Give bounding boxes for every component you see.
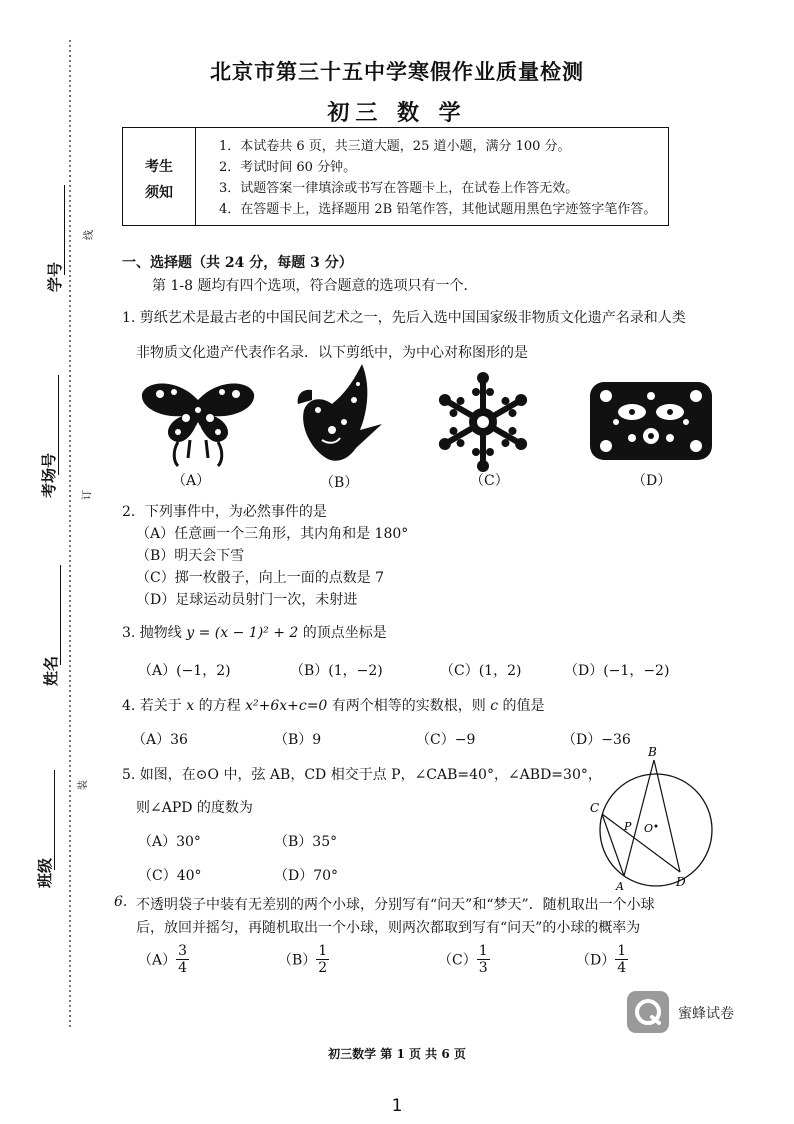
section-heading: 一、选择题（共 24 分，每题 3 分） (122, 255, 353, 271)
q2-option-d: （D）足球运动员射门一次，未射进 (136, 592, 358, 608)
label-xingming: 姓名 (42, 655, 60, 686)
denominator: 4 (617, 960, 627, 976)
label-banji: 班级 (36, 857, 54, 888)
q2-option-c: （C）掷一枚骰子，向上一面的点数是 7 (136, 570, 385, 586)
exam-subtitle: 初三 数 学 (327, 100, 467, 126)
fraction (316, 943, 329, 976)
label-p: P (624, 820, 632, 833)
label-xuehao: 学号 (46, 261, 64, 292)
notice-head-line1: 考生 (145, 159, 173, 175)
label-d: D (676, 875, 686, 889)
q6-option-a-label: （A） (138, 952, 177, 969)
q5-option-a: （A）30° (138, 834, 201, 850)
notice-item: 3．试题答案一律填涂或书写在答题卡上，在试卷上作答无效。 (219, 181, 579, 196)
q1-label-c: （C） (470, 473, 509, 489)
q4-var-x: x (186, 698, 195, 714)
blank-banji[interactable] (54, 770, 56, 870)
blank-xuehao[interactable] (64, 185, 66, 275)
exam-title: 北京市第三十五中学寒假作业质量检测 (210, 59, 584, 84)
fraction (477, 943, 490, 976)
q4-stem-mid: 的方程 (194, 698, 246, 714)
q6-option-d-label: （D） (576, 952, 616, 969)
q2-stem: 2．下列事件中，为必然事件的是 (122, 504, 327, 520)
fraction (176, 943, 189, 976)
q3-option-d: （D）(−1，−2) (564, 663, 670, 679)
binding-dashed-line (60, 40, 80, 1040)
q5-stem-line1: 5. 如图，在⊙O 中，弦 AB，CD 相交于点 P，∠CAB=40°，∠ABD=30°， (122, 767, 602, 783)
q5-option-d: （D）70° (274, 868, 339, 884)
q4-var-c: c (490, 698, 499, 714)
notice-item: 2．考试时间 60 分钟。 (219, 160, 357, 175)
q6-option-b-label: （B） (278, 952, 317, 969)
notice-header-cell (123, 128, 196, 225)
q6-option-b (278, 943, 329, 976)
q5-option-c: （C）40° (138, 868, 202, 884)
watermark-logo-icon (626, 990, 670, 1034)
numerator: 1 (617, 943, 627, 959)
q1-stem-line1: 1. 剪纸艺术是最古老的中国民间艺术之一，先后入选中国国家级非物质文化遗产名录和人类 (122, 310, 686, 326)
q6-number: 6. (114, 894, 128, 910)
denominator: 3 (478, 960, 488, 976)
q1-label-a: （A） (172, 473, 211, 489)
numerator: 3 (178, 943, 188, 959)
q3-option-a: （A）(−1，2) (138, 663, 231, 679)
notice-item: 4．在答题卡上，选择题用 2B 铅笔作答，其他试题用黑色字迹签字笔作答。 (219, 202, 657, 217)
q6-option-a (138, 943, 189, 976)
numerator: 1 (478, 943, 488, 959)
q3-option-b: （B）(1，−2) (290, 663, 383, 679)
q2-option-b: （B）明天会下雪 (136, 548, 245, 564)
q6-stem-line2: 后，放回并摇匀，再随机取出一个小球，则两次都取到写有“问天”的小球的概率为 (136, 920, 641, 936)
chord-ab (624, 760, 654, 876)
blank-xingming[interactable] (60, 565, 62, 665)
q4-equation: x²+6x+c=0 (245, 698, 328, 714)
q1-label-b: （B） (320, 475, 359, 491)
section-instruction: 第 1-8 题均有四个选项，符合题意的选项只有一个． (152, 278, 478, 294)
q5-option-b: （B）35° (274, 834, 338, 850)
q6-option-c (438, 943, 490, 976)
watermark (626, 990, 756, 1034)
q1-label-d: （D） (632, 473, 672, 489)
candidate-notice-box (122, 127, 669, 226)
center-point (655, 825, 658, 828)
q2-option-a: （A）任意画一个三角形，其内角和是 180° (136, 526, 409, 542)
mark-zhuang: 装 (78, 780, 89, 790)
q4-option-c: （C）−9 (416, 732, 476, 748)
q5-stem-line2: 则∠APD 的度数为 (136, 800, 253, 816)
q4-option-a: （A）36 (132, 732, 188, 748)
q4-stem-prefix: 4. 若关于 (122, 698, 187, 714)
page-footer: 初三数学 第 1 页 共 6 页 (328, 1047, 466, 1061)
mark-xian: 线 (84, 230, 95, 240)
q6-option-c-label: （C） (438, 952, 477, 969)
numerator: 1 (318, 943, 328, 959)
notice-items (219, 136, 656, 220)
label-kaochanghao: 考场号 (40, 452, 58, 498)
denominator: 4 (178, 960, 188, 976)
fraction (615, 943, 628, 976)
label-a: A (616, 880, 624, 893)
papercut-swallows-image (292, 360, 392, 470)
q1-stem-line2: 非物质文化遗产代表作名录．以下剪纸中，为中心对称图形的是 (136, 345, 528, 361)
blank-kaochanghao[interactable] (58, 375, 60, 475)
q3-formula: y = (x − 1)² + 2 (186, 625, 299, 641)
label-b: B (648, 745, 657, 759)
q6-option-d (576, 943, 628, 976)
q4-stem (122, 695, 545, 715)
q3-stem-prefix: 3. 抛物线 (122, 625, 187, 641)
label-c: C (590, 801, 600, 815)
papercut-butterfly-image (138, 378, 258, 468)
papercut-snowflake-image (428, 372, 538, 472)
q4-stem-suffix: 的值是 (498, 698, 545, 714)
notice-item: 1．本试卷共 6 页，共三道大题，25 道小题，满分 100 分。 (219, 139, 571, 154)
q4-option-b: （B）9 (274, 732, 322, 748)
q4-stem-mid2: 有两个相等的实数根，则 (327, 698, 491, 714)
q3-stem (122, 622, 387, 642)
notice-head-line2: 须知 (145, 185, 173, 201)
denominator: 2 (318, 960, 328, 976)
q3-stem-suffix: 的顶点坐标是 (298, 625, 387, 641)
q4-option-d: （D）−36 (562, 732, 631, 748)
q5-circle-figure (584, 744, 714, 894)
page-number: 1 (391, 1096, 403, 1116)
papercut-fish-image (586, 376, 716, 466)
watermark-text: 蜜蜂试卷 (678, 1006, 734, 1022)
q6-stem-line1: 不透明袋子中装有无差别的两个小球，分别写有“问天”和“梦天”．随机取出一个小球 (136, 897, 655, 913)
mark-ding: 订 (82, 490, 93, 500)
circle-o (600, 774, 712, 886)
q3-option-c: （C）(1，2) (440, 663, 522, 679)
label-o: O (644, 822, 654, 835)
